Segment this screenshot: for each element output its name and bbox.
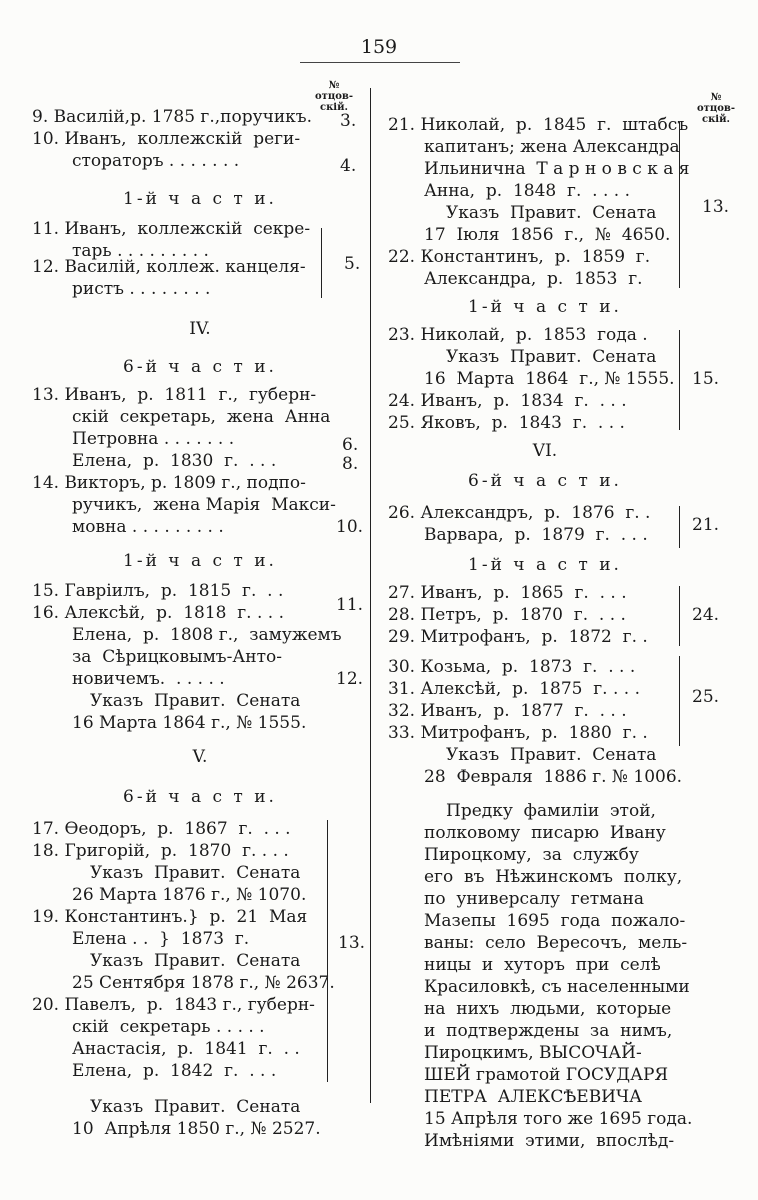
bracket	[679, 656, 680, 746]
entry-line: 10. Иванъ, коллежскій реги-	[32, 129, 301, 149]
entry-line: 28 Февраля 1886 г. № 1006.	[424, 767, 683, 787]
entry-line: скій секретарь, жена Анна	[72, 407, 331, 427]
paragraph-line: и подтверждены за нимъ,	[424, 1021, 673, 1041]
bracket	[679, 330, 680, 430]
section-header: 6-й ч а с т и.	[468, 471, 622, 491]
entry-line: Указъ Правит. Сената	[90, 1097, 301, 1117]
entry-line: тарь . . . . . . . . .	[72, 241, 209, 261]
bracket	[327, 820, 328, 1082]
section-header: 1-й ч а с т и.	[468, 555, 622, 575]
entry-line: мовна . . . . . . . . .	[72, 517, 224, 537]
entry-line: 23. Николай, р. 1853 года .	[388, 325, 648, 345]
entry-line: Указъ Правит. Сената	[90, 863, 301, 883]
entry-line: 25. Яковъ, р. 1843 г. . . .	[388, 413, 625, 433]
paragraph-line: 15 Апрѣля того же 1695 года.	[424, 1109, 693, 1129]
entry-line: 33. Митрофанъ, р. 1880 г. .	[388, 723, 648, 743]
paragraph-line: ваны: село Вересочъ, мель-	[424, 933, 688, 953]
entry-line: Александра, р. 1853 г.	[424, 269, 643, 289]
roman-header: VI.	[532, 441, 558, 461]
entry-line: 26. Александръ, р. 1876 г. .	[388, 503, 651, 523]
entry-line: 27. Иванъ, р. 1865 г. . . .	[388, 583, 627, 603]
paragraph-line: Пироцкимъ, ВЫСОЧАЙ-	[424, 1043, 642, 1063]
entry-line: новичемъ. . . . . .	[72, 669, 225, 689]
ref-number: 11.	[336, 595, 364, 615]
section-header: 1-й ч а с т и.	[123, 551, 277, 571]
column-header-left: № отцов-скій.	[314, 80, 354, 113]
entry-line: 11. Иванъ, коллежскій секре-	[32, 219, 311, 239]
entry-line: скій секретарь . . . . .	[72, 1017, 265, 1037]
entry-line: 9. Василій,р. 1785 г.,поручикъ.	[32, 107, 313, 127]
paragraph-line: по универсалу гетмана	[424, 889, 645, 909]
bracket	[679, 506, 680, 548]
entry-line: 10 Апрѣля 1850 г., № 2527.	[72, 1119, 321, 1139]
entry-line: 25 Сентября 1878 г., № 2637.	[72, 973, 335, 993]
section-header: 6-й ч а с т и.	[123, 787, 277, 807]
entry-line: Елена, р. 1830 г. . . .	[72, 451, 277, 471]
paragraph-line: его въ Нѣжинскомъ полку,	[424, 867, 683, 887]
entry-line: Петровна . . . . . . .	[72, 429, 235, 449]
entry-line: Указъ Правит. Сената	[446, 347, 657, 367]
ref-number: 4.	[340, 156, 357, 176]
ref-number: 15.	[692, 369, 720, 389]
entry-line: 30. Козьма, р. 1873 г. . . .	[388, 657, 636, 677]
ref-number: 10.	[336, 517, 364, 537]
entry-line: 28. Петръ, р. 1870 г. . . .	[388, 605, 626, 625]
entry-line: 24. Иванъ, р. 1834 г. . . .	[388, 391, 627, 411]
entry-line: Указъ Правит. Сената	[446, 203, 657, 223]
paragraph-line: ницы и хуторъ при селѣ	[424, 955, 661, 975]
roman-header: V.	[192, 747, 208, 767]
entry-line: Анастасія, р. 1841 г. . .	[72, 1039, 300, 1059]
page-number: 159	[360, 36, 398, 58]
paragraph-line: Красиловкѣ, съ населенными	[424, 977, 690, 997]
paragraph-line: ШЕЙ грамотой ГОСУДАРЯ	[424, 1065, 669, 1085]
entry-line: капитанъ; жена Александра	[424, 137, 680, 157]
entry-line: Указъ Правит. Сената	[446, 745, 657, 765]
ref-number: 5.	[344, 254, 361, 274]
bracket	[679, 122, 680, 288]
entry-line: 20. Павелъ, р. 1843 г., губерн-	[32, 995, 315, 1015]
ref-number: 13.	[702, 197, 730, 217]
ref-number: 12.	[336, 669, 364, 689]
entry-line: 15. Гавріилъ, р. 1815 г. . .	[32, 581, 284, 601]
column-header-right: № отцов-скій.	[696, 92, 736, 125]
ref-number: 21.	[692, 515, 720, 535]
paragraph-line: Имѣніями этими, впослѣд-	[424, 1131, 675, 1151]
ref-number: 3.	[340, 111, 357, 131]
entry-line: 16 Марта 1864 г., № 1555.	[72, 713, 307, 733]
roman-header: IV.	[189, 319, 211, 339]
entry-line: 17 Іюля 1856 г., № 4650.	[424, 225, 671, 245]
entry-line: Варвара, р. 1879 г. . . .	[424, 525, 648, 545]
entry-line: Указъ Правит. Сената	[90, 951, 301, 971]
entry-line: 14. Викторъ, р. 1809 г., подпо-	[32, 473, 306, 493]
entry-line: 19. Константинъ.} р. 21 Мая	[32, 907, 308, 927]
entry-line: Анна, р. 1848 г. . . . .	[424, 181, 630, 201]
bracket	[321, 228, 322, 298]
entry-line: 29. Митрофанъ, р. 1872 г. .	[388, 627, 648, 647]
ref-number: 8.	[342, 454, 359, 474]
ref-number: 13.	[338, 933, 366, 953]
entry-line: Елена, р. 1842 г. . . .	[72, 1061, 277, 1081]
section-header: 6-й ч а с т и.	[123, 357, 277, 377]
ref-number: 24.	[692, 605, 720, 625]
entry-line: за Сѣрицковымъ-Анто-	[72, 647, 282, 667]
entry-line: 18. Григорій, р. 1870 г. . . .	[32, 841, 289, 861]
entry-line: 17. Ѳеодоръ, р. 1867 г. . . .	[32, 819, 291, 839]
bracket	[679, 586, 680, 646]
paragraph-line: Предку фамиліи этой,	[446, 801, 656, 821]
entry-line: 22. Константинъ, р. 1859 г.	[388, 247, 651, 267]
paragraph-line: на нихъ людьми, которые	[424, 999, 672, 1019]
section-header: 1-й ч а с т и.	[123, 189, 277, 209]
entry-line: Елена . . } 1873 г.	[72, 929, 250, 949]
entry-line: Елена, р. 1808 г., замужемъ	[72, 625, 342, 645]
entry-line: 32. Иванъ, р. 1877 г. . . .	[388, 701, 627, 721]
entry-line: стораторъ . . . . . . .	[72, 151, 240, 171]
paragraph-line: полковому писарю Ивану	[424, 823, 666, 843]
entry-line: 13. Иванъ, р. 1811 г., губерн-	[32, 385, 317, 405]
entry-line: 12. Василій, коллеж. канцеля-	[32, 257, 306, 277]
entry-line: ручикъ, жена Марія Макси-	[72, 495, 336, 515]
paragraph-line: Пироцкому, за службу	[424, 845, 639, 865]
header-rule	[300, 62, 460, 63]
entry-line: 16. Алексѣй, р. 1818 г. . . .	[32, 603, 285, 623]
paragraph-line: ПЕТРА АЛЕКСѢЕВИЧА	[424, 1087, 643, 1107]
entry-line: Указъ Правит. Сената	[90, 691, 301, 711]
entry-line: Ильинична Т а р н о в с к а я	[424, 159, 690, 179]
section-header: 1-й ч а с т и.	[468, 297, 622, 317]
ref-number: 25.	[692, 687, 720, 707]
paragraph-line: Мазепы 1695 года пожало-	[424, 911, 686, 931]
ref-number: 6.	[342, 435, 359, 455]
entry-line: 16 Марта 1864 г., № 1555.	[424, 369, 675, 389]
entry-line: ристъ . . . . . . . .	[72, 279, 211, 299]
entry-line: 31. Алексѣй, р. 1875 г. . . .	[388, 679, 641, 699]
entry-line: 26 Марта 1876 г., № 1070.	[72, 885, 307, 905]
entry-line: 21. Николай, р. 1845 г. штабсъ	[388, 115, 689, 135]
column-divider	[370, 88, 371, 1103]
